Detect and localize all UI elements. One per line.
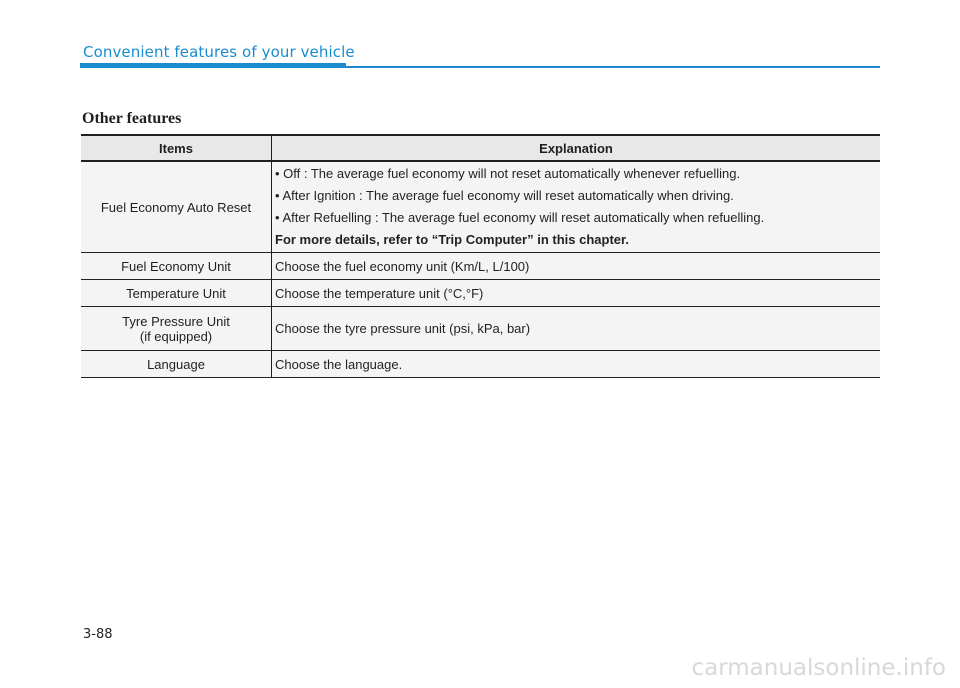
item-cell: Fuel Economy Unit — [81, 253, 272, 280]
explanation-cell — [272, 161, 881, 253]
column-header-items: Items — [81, 135, 272, 161]
table-row — [81, 161, 880, 253]
item-cell: Language — [81, 351, 272, 378]
section-rule-thin — [346, 66, 880, 68]
explanation-cell: Choose the language. — [272, 351, 881, 378]
sub-heading: Other features — [82, 110, 182, 127]
table-header-row — [81, 135, 880, 161]
item-cell: Fuel Economy Auto Reset — [81, 161, 272, 253]
explanation-cell: Choose the fuel economy unit (Km/L, L/100) — [272, 253, 881, 280]
item-label: Tyre Pressure Unit — [122, 313, 230, 329]
section-rule-thick — [80, 63, 346, 68]
explanation-bullet: • After Refuelling : The average fuel economy will reset automatically when refuelling. — [275, 210, 765, 225]
column-header-explanation: Explanation — [272, 135, 881, 161]
explanation-note: For more details, refer to “Trip Computer” in this chapter. — [275, 232, 629, 247]
section-title: Convenient features of your vehicle — [83, 43, 355, 61]
item-cell — [81, 307, 272, 351]
explanation-bullet: • After Ignition : The average fuel economy will reset automatically when driving. — [275, 188, 734, 203]
watermark: carmanualsonline.info — [691, 655, 946, 681]
table-row — [81, 280, 880, 307]
table-row — [81, 253, 880, 280]
item-cell: Temperature Unit — [81, 280, 272, 307]
features-table — [81, 134, 880, 378]
explanation-bullet: • Off : The average fuel economy will not reset automatically whenever refuelling. — [275, 166, 741, 181]
explanation-cell: Choose the tyre pressure unit (psi, kPa, bar) — [272, 307, 881, 351]
item-sublabel: (if equipped) — [139, 328, 213, 344]
page-number: 3-88 — [83, 627, 113, 642]
table-row — [81, 307, 880, 351]
explanation-cell: Choose the temperature unit (°C,°F) — [272, 280, 881, 307]
table-row — [81, 351, 880, 378]
